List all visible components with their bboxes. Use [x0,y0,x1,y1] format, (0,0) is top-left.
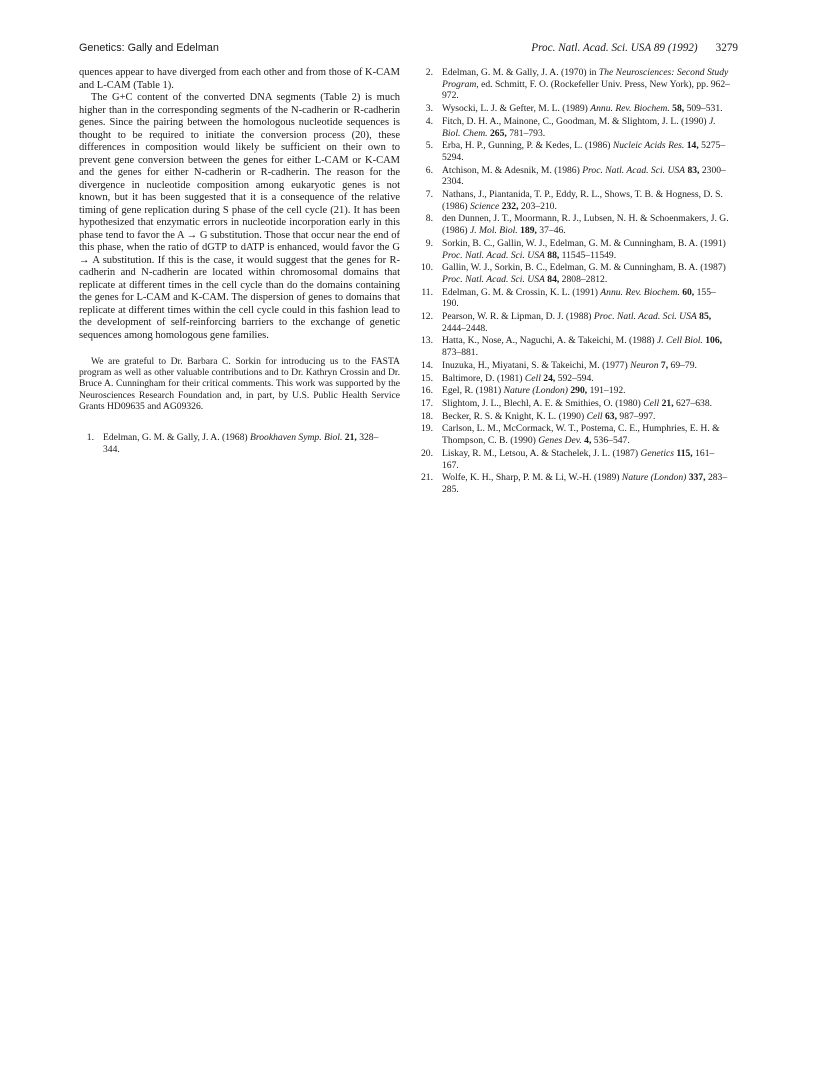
reference-volume: 60, [682,286,695,298]
reference-pages: 161–167. [442,447,715,471]
reference-volume: 21, [344,432,357,444]
page-header [79,40,738,56]
body-paragraph-2: The G+C content of the converted DNA segments (Table 2) is much higher than in the corresponding segments of the N-cadherin or R-cadherin genes. Since the pairing between the homologous nucleotide sequences is thought to be required to initiate the conversion process (20), these differences in composition would likely be sufficient on their own to prevent gene conversion between the genes for either L-CAM or K-CAM and the genes for either N-cadherin or R-cadherin. The reason for the divergence in nucleotide composition among eukaryotic genes is not known, but it has been suggested that it is a consequence of the relative timing of gene replication during S phase of the cell cycle (21). It has been hypothesized that enzymatic errors in nucleotide incorporation early in this phase tend to favor the A → G substitution. Those that occur near the end of this phase, when the ratio of dGTP to dATP is enhanced, would favor the G → A substitution. If this is the case, it would suggest that the genes for R-cadherin and N-cadherin are located within chromosomal domains that replicate at different times in the cell cycle than do the domains containing the genes for L-CAM and K-CAM. The dispersion of genes to domains that replicate at different times within the cell cycle could in this fashion lead to the development of self-reinforcing barriers to the exchange of genetic sequences among homologous gene families. [79,92,400,341]
reference-journal: Brookhaven Symp. Biol. [250,432,343,444]
reference-authors: den Dunnen, J. T., Moormann, R. J., Lubsen, N. H. & Schoenmakers, J. G. (1986) [442,213,729,237]
page-number: 3279 [715,42,738,54]
reference-volume: 4, [584,435,592,447]
reference-authors: Liskay, R. M., Letsou, A. & Stachelek, J. L. (1987) [442,447,639,459]
reference-pages: 536–547. [593,435,630,447]
reference-journal: Proc. Natl. Acad. Sci. USA [593,311,697,323]
reference-authors: Erba, H. P., Gunning, P. & Kedes, L. (1986) [442,140,611,152]
reference-pages: 69–79. [670,359,697,371]
reference-item [418,385,738,397]
reference-volume: 106, [705,335,723,347]
ack-text-after: program as well as other valuable contributions and to Dr. Kathryn Crossin and Dr. Bruce A. Cunningham for their critical comments. This work was supported by the Neurosciences Research Foundation and, in part, by U.S. Public Health Service Grants HD09635 and AG09326. [79,367,400,412]
reference-journal: Annu. Rev. Biochem. [600,286,680,298]
reference-item [418,411,738,423]
reference-journal: Nucleic Acids Res. [612,140,685,152]
reference-number: 17. [421,397,433,409]
reference-item [418,287,738,310]
reference-volume: 7, [660,359,669,371]
reference-body [103,432,400,455]
reference-pages: 37–46. [539,225,566,237]
journal-name: Proc. Natl. Acad. Sci. USA 89 (1992) [531,42,698,54]
reference-journal: Proc. Natl. Acad. Sci. USA [442,273,545,285]
right-column [418,67,738,497]
reference-authors: Edelman, G. M. & Gally, J. A. (1970) in [442,67,597,78]
left-column [79,67,400,456]
reference-item [418,373,738,385]
reference-number: 5. [425,140,433,152]
reference-journal: Cell [643,397,660,409]
running-head: Genetics: Gally and Edelman [79,42,219,54]
reference-pages: 592–594. [557,372,594,384]
reference-pages: 11545–11549. [561,249,617,261]
reference-body [442,311,738,334]
reference-body [442,360,738,372]
reference-list-right [418,67,738,496]
reference-authors: Edelman, G. M. & Crossin, K. L. (1991) [442,286,598,298]
reference-authors: Hatta, K., Nose, A., Naguchi, A. & Takeichi, M. (1988) [442,335,655,347]
reference-pages: 155–190. [442,286,716,310]
reference-number: 16. [421,385,433,397]
body-paragraph-1: quences appear to have diverged from each other and from those of K-CAM and L-CAM (Table 1). [79,67,400,91]
reference-item [418,238,738,261]
reference-item [418,116,738,139]
reference-number: 9. [425,237,433,249]
reference-journal: J. Biol. Chem. [442,115,716,139]
reference-volume: 14, [686,140,699,152]
reference-number: 1. [86,432,94,444]
reference-authors: Pearson, W. R. & Lipman, D. J. (1988) [442,311,592,323]
reference-body [442,140,738,163]
reference-volume: 58, [672,103,685,115]
ack-program-name: FASTA [371,356,400,367]
reference-number: 6. [425,164,433,176]
ack-text-before: We are grateful to Dr. Barbara C. Sorkin for introducing us to the [91,356,372,367]
reference-body [442,238,738,261]
reference-body [442,262,738,285]
reference-number: 20. [421,447,433,459]
reference-journal: Nature (London) [503,385,568,397]
reference-pages: 328–344. [103,432,379,455]
reference-volume: 232, [501,200,519,212]
reference-authors: Edelman, G. M. & Gally, J. A. (1968) [103,432,248,444]
reference-item [418,360,738,372]
reference-volume: 189, [520,225,537,237]
reference-volume: 63, [605,410,617,422]
reference-volume: 85, [699,311,712,323]
reference-journal: Nature (London) [621,472,687,484]
reference-pages: 2808–2812. [561,273,608,285]
reference-number: 7. [425,189,433,201]
reference-item [418,189,738,212]
reference-item [418,311,738,334]
reference-authors: Inuzuka, H., Miyatani, S. & Takeichi, M. (1977) [442,359,628,371]
reference-authors: Carlson, L. M., McCormack, W. T., Postema, C. E., Humphries, E. H. & Thompson, C. B. (1990) [442,423,720,447]
reference-body [442,165,738,188]
reference-number: 15. [421,372,433,384]
reference-authors: Nathans, J., Piantanida, T. P., Eddy, R. L., Shows, T. B. & Hogness, D. S. (1986) [442,189,723,212]
reference-volume: 290, [570,385,588,397]
reference-item [418,213,738,236]
reference-authors: Becker, R. S. & Knight, K. L. (1990) [442,410,585,422]
reference-authors: Sorkin, B. C., Gallin, W. J., Edelman, G. M. & Cunningham, B. A. (1991) [442,237,726,249]
reference-authors: Wolfe, K. H., Sharp, P. M. & Li, W.-H. (1989) [442,472,620,484]
reference-number: 19. [421,423,433,435]
reference-body [442,373,738,385]
reference-pages: 987–997. [619,410,656,422]
reference-journal: Proc. Natl. Acad. Sci. USA [442,249,545,261]
reference-pages: 2444–2448. [442,322,488,334]
reference-number: 4. [425,115,433,127]
reference-pages: 2300–2304. [442,164,726,188]
reference-journal: J. Mol. Biol. [469,225,518,237]
reference-authors: Fitch, D. H. A., Mainone, C., Goodman, M. & Slightom, J. L. (1990) [442,115,707,127]
reference-item [418,423,738,446]
reference-item [418,103,738,115]
reference-journal: Science [469,200,500,212]
reference-pages: ed. Schmitt, F. O. (Rockefeller Univ. Press, New York), pp. 962–972. [442,78,730,102]
reference-body [442,448,738,471]
reference-item [418,472,738,495]
reference-item [418,448,738,471]
reference-volume: 24, [543,372,556,384]
reference-number: 10. [421,262,433,274]
reference-journal: Genes Dev. [538,435,582,447]
reference-pages: 781–793. [509,127,546,139]
reference-pages: 509–531. [686,103,723,115]
reference-list-left [79,432,400,455]
reference-pages: 191–192. [589,385,626,397]
reference-authors: Slightom, J. L., Blechl, A. E. & Smithies, O. (1980) [442,397,641,409]
reference-body [442,103,738,115]
reference-volume: 265, [489,127,507,139]
reference-journal: J. Cell Biol. [656,335,703,347]
reference-authors: Wysocki, L. J. & Gefter, M. L. (1989) [442,103,588,115]
reference-volume: 88, [547,249,560,261]
reference-item [418,140,738,163]
reference-number: 12. [421,311,433,323]
reference-body [442,287,738,310]
reference-body [442,116,738,139]
reference-item [418,67,738,102]
reference-volume: 21, [661,397,674,409]
reference-number: 13. [421,335,433,347]
reference-volume: 337, [688,472,706,484]
reference-body [442,423,738,446]
reference-authors: Egel, R. (1981) [442,385,502,397]
reference-number: 14. [421,359,433,371]
acknowledgment [79,356,400,412]
reference-body [442,189,738,212]
reference-volume: 115, [676,447,693,459]
reference-journal: The Neurosciences: Second Study Program, [442,67,729,90]
reference-journal: Cell [524,372,541,384]
reference-pages: 5275–5294. [442,140,726,163]
reference-pages: 203–210. [520,200,557,212]
reference-volume: 83, [687,164,700,176]
reference-body [442,335,738,358]
reference-volume: 84, [547,273,560,285]
reference-journal: Annu. Rev. Biochem. [590,103,670,115]
reference-body [442,472,738,495]
reference-number: 3. [425,103,433,115]
reference-pages: 627–638. [676,397,713,409]
reference-number: 11. [421,286,433,298]
reference-journal: Genetics [640,447,675,459]
reference-pages: 873–881. [442,347,478,359]
reference-journal: Cell [586,410,603,422]
reference-body [442,213,738,236]
reference-body [442,398,738,410]
journal-citation [531,40,738,56]
reference-journal: Proc. Natl. Acad. Sci. USA [582,164,686,176]
reference-item [79,432,400,455]
reference-authors: Baltimore, D. (1981) [442,372,523,384]
reference-body [442,385,738,397]
reference-journal: Neuron [630,359,659,371]
reference-item [418,262,738,285]
reference-number: 18. [421,410,433,422]
reference-body [442,67,738,102]
reference-authors: Atchison, M. & Adesnik, M. (1986) [442,164,580,176]
reference-authors: Gallin, W. J., Sorkin, B. C., Edelman, G. M. & Cunningham, B. A. (1987) [442,262,726,274]
reference-body [442,411,738,423]
reference-number: 21. [421,472,433,484]
reference-number: 8. [425,213,433,225]
reference-item [418,165,738,188]
reference-item [418,398,738,410]
reference-item [418,335,738,358]
reference-pages: 283–285. [442,472,728,495]
reference-number: 2. [425,67,433,78]
